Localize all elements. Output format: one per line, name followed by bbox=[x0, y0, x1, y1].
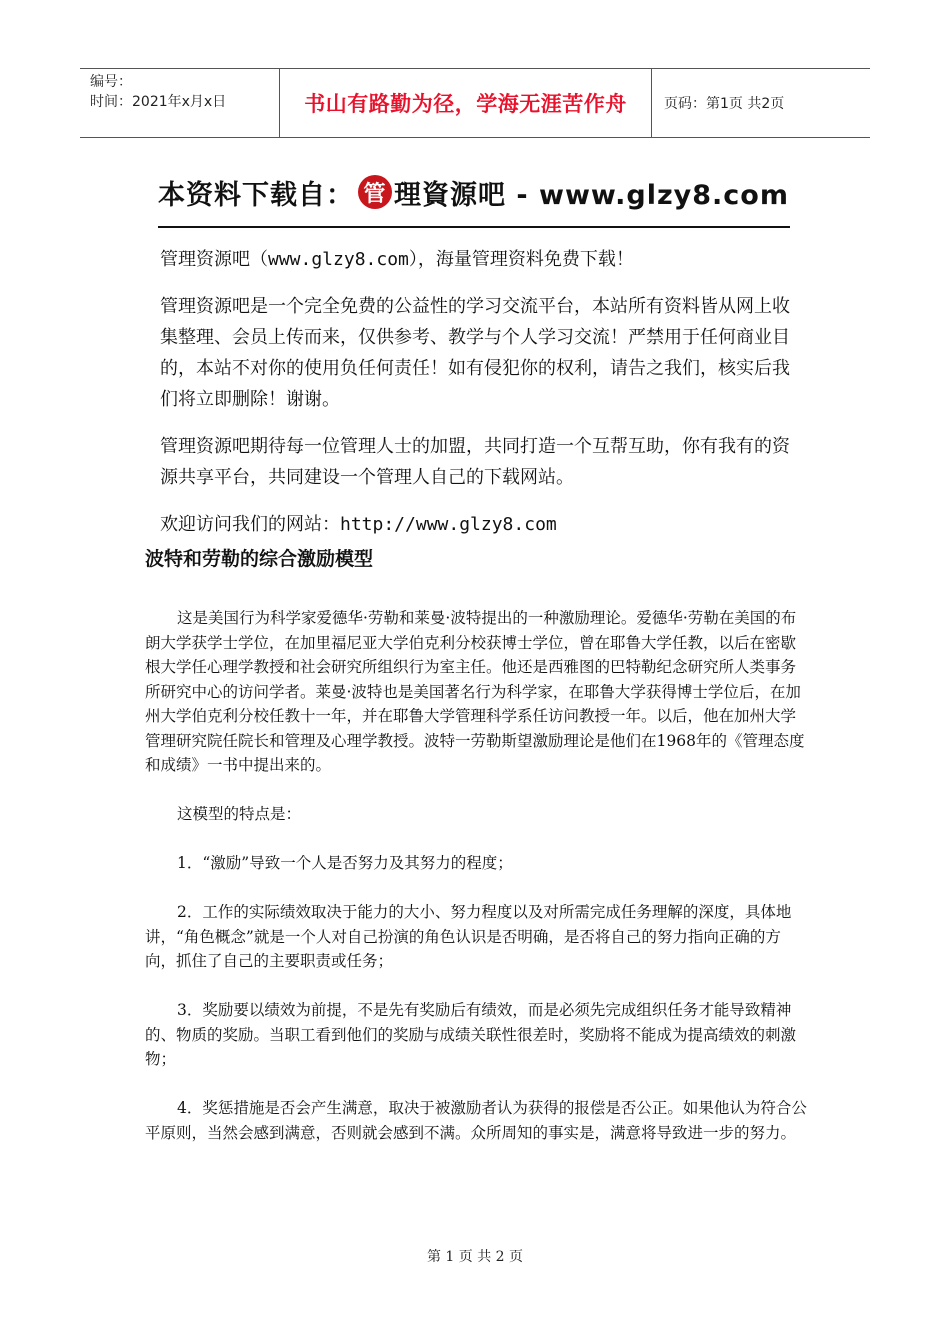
header-motto: 书山有路勤为径，学海无涯苦作舟 bbox=[280, 69, 652, 137]
header-number-label: 编号： bbox=[90, 74, 132, 90]
header-page-info: 页码：第1页 共2页 bbox=[664, 96, 785, 112]
banner-line-disclaimer: 管理资源吧是一个完全免费的公益性的学习交流平台，本站所有资料皆从网上收集整理、会员上传而来，仅供参考、教学与个人学习交流！严禁用于任何商业目的，本站不对你的使用负任何责任！如有侵犯你的权利，请告之我们，核实后我们将立即删除！谢谢。 bbox=[160, 296, 790, 410]
article-paragraph: 1．“激励”导致一个人是否努力及其努力的程度； bbox=[177, 854, 513, 872]
banner-title-suffix: 理資源吧 - www.glzy8.com bbox=[394, 179, 789, 211]
article-paragraph: 2．工作的实际绩效取决于能力的大小、努力程度以及对所需完成任务理解的深度，具体地讲，“角色概念”就是一个人对自己扮演的角色认识是否明确，是否将自己的努力指向正确的方向，抓住了自己的主要职责或任务； bbox=[145, 903, 792, 970]
banner-line-intro: 管理资源吧（www.glzy8.com），海量管理资料免费下载！ bbox=[160, 249, 634, 270]
article-paragraph: 4．奖惩措施是否会产生满意，取决于被激励者认为获得的报偿是否公正。如果他认为符合公平原则，当然会感到满意，否则就会感到不满。众所周知的事实是，满意将导致进一步的努力。 bbox=[145, 1099, 807, 1142]
article-paragraph: 这是美国行为科学家爱德华·劳勒和莱曼·波特提出的一种激励理论。爱德华·劳勒在美国的布朗大学获学士学位，在加里福尼亚大学伯克利分校获博士学位，曾在耶鲁大学任教，以后在密歇根大学任心理学教授和社会研究所组织行为室主任。他还是西雅图的巴特勒纪念研究所人类事务所研究中心的访问学者。莱曼·波特也是美国著名行为科学家，在耶鲁大学获得博士学位后，在加州大学伯克利分校任教十一年，并在耶鲁大学管理科学系任访问教授一年。以后，他在加州大学管理研究院任院长和管理及心理学教授。波特一劳勒斯望激励理论是他们在1968年的《管理态度和成绩》一书中提出来的。 bbox=[145, 609, 805, 774]
article-body bbox=[145, 606, 809, 1170]
article-paragraph: 3．奖励要以绩效为前提，不是先有奖励后有绩效，而是必须先完成组织任务才能导致精神的、物质的奖励。当职工看到他们的奖励与成绩关联性很差时，奖励将不能成为提高绩效的刺激物； bbox=[145, 1001, 797, 1068]
header-meta bbox=[80, 69, 280, 137]
header-date-label: 时间：2021年x月x日 bbox=[90, 94, 227, 110]
download-banner bbox=[158, 168, 798, 535]
banner-line-website: 欢迎访问我们的网站：http://www.glzy8.com bbox=[160, 514, 557, 535]
banner-divider bbox=[158, 226, 790, 228]
page-footer: 第 1 页 共 2 页 bbox=[426, 1249, 524, 1265]
article-paragraph: 这模型的特点是： bbox=[177, 805, 302, 823]
banner-title bbox=[158, 168, 798, 216]
article-title: 波特和劳勒的综合激励模型 bbox=[145, 548, 374, 570]
banner-line-invite: 管理资源吧期待每一位管理人士的加盟，共同打造一个互帮互助，你有我有的资源共享平台，共同建设一个管理人自己的下载网站。 bbox=[160, 436, 790, 488]
banner-text bbox=[160, 244, 796, 556]
logo-icon: 管 bbox=[358, 175, 392, 209]
banner-title-prefix: 本资料下载自： bbox=[158, 179, 354, 211]
document-header bbox=[80, 68, 870, 138]
